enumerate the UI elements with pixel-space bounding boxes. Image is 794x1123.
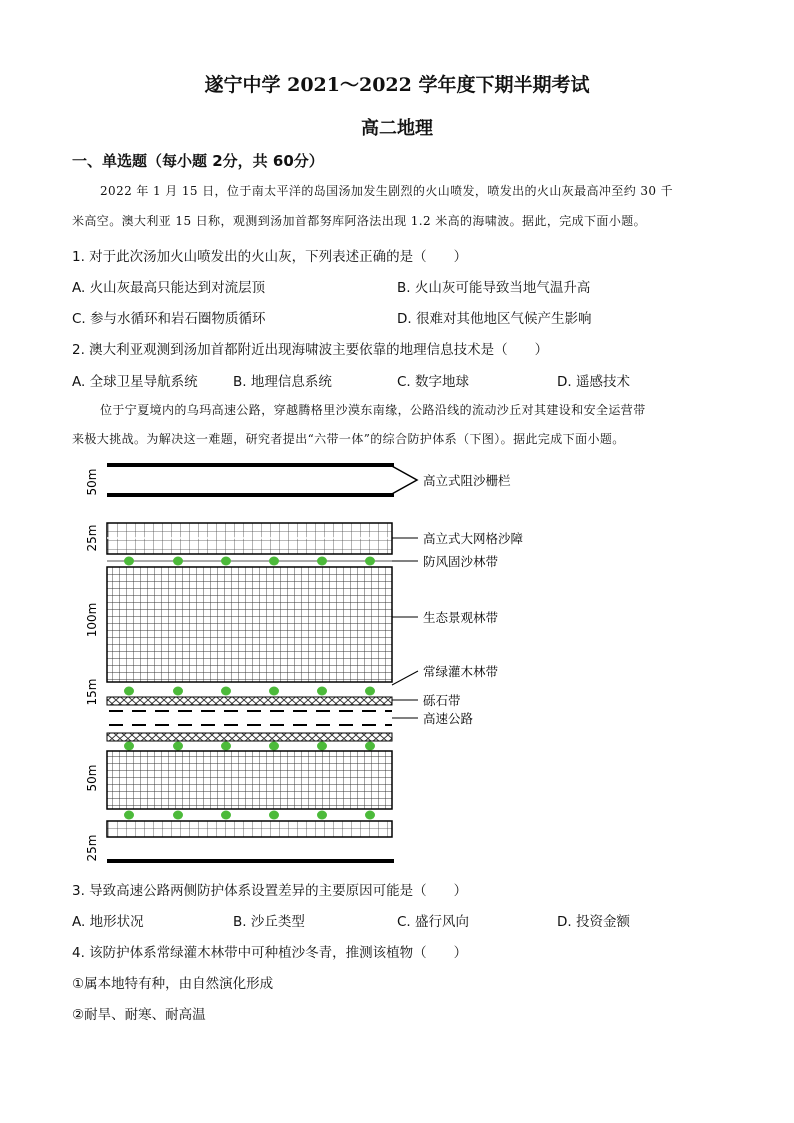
q4-stem: 4. 该防护体系常绿灌木林带中可种植沙冬青，推测该植物（ ） [72,945,468,961]
q3-stem: 3. 导致高速公路两侧防护体系设置差异的主要原因可能是（ ） [72,883,468,899]
lower-shrub-row [124,742,375,751]
q1-stem: 1. 对于此次汤加火山喷发出的火山灰，下列表述正确的是（ ） [72,249,468,265]
label-gravel-belt: 砾石带 [423,693,461,708]
passage2-line1: 位于宁夏境内的乌玛高速公路，穿越腾格里沙漠东南缘，公路沿线的流动沙丘对其建设和安全运营带 [100,403,646,417]
q2-option-b: B. 地理信息系统 [233,374,332,390]
dim-label-25m-bottom: 25m [85,834,99,862]
dim-label-50m-bottom: 50m [85,764,99,792]
exam-title: 遂宁中学 2021～2022 学年度下期半期考试 [204,74,590,96]
section-heading: 一、单选题（每小题 2分，共 60分） [72,152,324,170]
sand-fence-arrow [107,463,417,497]
label-grid-barrier: 高立式大网格沙障 [423,531,524,546]
q4-statement-2: ②耐旱、耐寒、耐高温 [72,1007,206,1023]
q1-option-d: D. 很难对其他地区气候产生影响 [397,311,592,327]
windbreak-tree-row [107,557,392,566]
passage2-line2: 来极大挑战。为解决这一难题，研究者提出“六带一体”的综合防护体系（下图）。据此完成下面小题。 [72,432,625,446]
q3-option-a: A. 地形状况 [72,914,144,930]
leader-lines [392,538,418,718]
dim-label-25m-top: 25m [85,524,99,552]
protection-diagram [0,455,794,875]
dim-label-100m: 100m [85,602,99,638]
label-landscape-belt: 生态景观林带 [423,610,499,625]
shrub-tree-row [124,687,375,696]
q1-option-b: B. 火山灰可能导致当地气温升高 [397,280,591,296]
gravel-band-bottom [107,733,392,741]
lower-windbreak-row [124,811,375,820]
lower-forest-belt [107,751,392,809]
q1-option-a: A. 火山灰最高只能达到对流层顶 [72,280,266,296]
lower-grid-barrier [107,821,392,837]
gravel-band-top [107,697,392,705]
passage1-line1: 2022 年 1 月 15 日，位于南太平洋的岛国汤加发生剧烈的火山喷发，喷发出的火山灰最高冲至约 30 千 [100,184,674,198]
dim-label-50m-top: 50m [85,468,99,496]
label-highway: 高速公路 [423,711,474,726]
label-sand-fence: 高立式阻沙栅栏 [423,473,511,488]
landscape-forest-belt [107,567,392,682]
q1-option-c: C. 参与水循环和岩石圈物质循环 [72,311,266,327]
dim-label-15m: 15m [85,678,99,706]
q4-statement-1: ①属本地特有种，由自然演化形成 [72,976,274,992]
highway-lanes [109,711,392,725]
q3-option-b: B. 沙丘类型 [233,914,305,930]
q2-stem: 2. 澳大利亚观测到汤加首都附近出现海啸波主要依靠的地理信息技术是（ ） [72,342,549,358]
q2-option-c: C. 数字地球 [397,374,470,390]
label-shrub-belt: 常绿灌木林带 [423,664,499,679]
q2-option-a: A. 全球卫星导航系统 [72,374,198,390]
subject-title: 高二地理 [361,118,433,139]
bottom-fence-line [107,859,394,863]
label-windbreak: 防风固沙林带 [423,554,499,569]
q3-option-c: C. 盛行风向 [397,914,470,930]
passage1-line2: 米高空。澳大利亚 15 日称，观测到汤加首都努库阿洛法出现 1.2 米高的海啸波。据此，完成下面小题。 [72,214,647,228]
q2-option-d: D. 遥感技术 [557,374,630,390]
q3-option-d: D. 投资金额 [557,914,630,930]
